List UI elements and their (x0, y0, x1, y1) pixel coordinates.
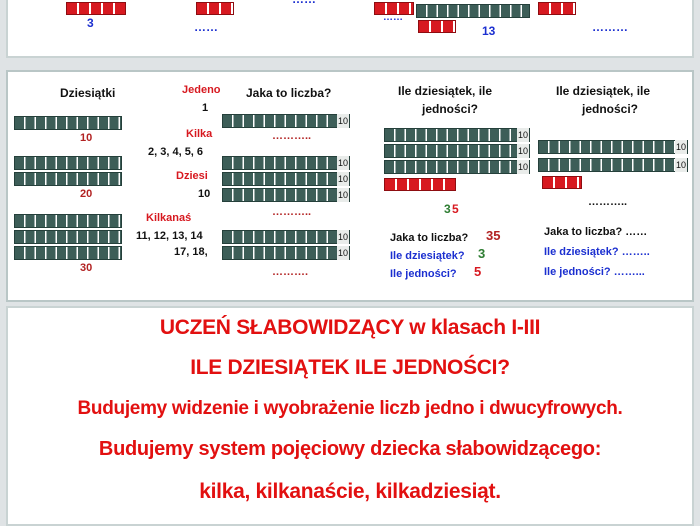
ten-bar (222, 114, 350, 128)
ten-label: 10 (337, 174, 348, 184)
col4-answer-units: 5 (474, 264, 482, 279)
ten-label: 10 (517, 130, 528, 140)
ten-bar (416, 4, 530, 18)
col2-list-kilka: 2, 3, 4, 5, 6 (148, 146, 204, 158)
ten-bar (222, 246, 350, 260)
col5-title-2: jedności? (582, 102, 639, 116)
col4-answer-number: 35 (486, 228, 501, 243)
footer-line-2: ILE DZIESIĄTEK ILE JEDNOŚCI? (190, 356, 510, 379)
top-number-13: 13 (482, 24, 496, 38)
middle-panel (6, 70, 694, 302)
footer-line-3: Budujemy widzenie i wyobrażenie liczb jedno i dwucyfrowych. (77, 398, 623, 419)
ten-label: 10 (337, 190, 348, 200)
red-unit-blocks (418, 20, 456, 33)
ten-bar (538, 140, 688, 154)
bottom-panel (6, 306, 694, 526)
ten-label: 10 (337, 116, 348, 126)
col3-title: Jaka to liczba? (246, 86, 332, 100)
ten-label: 10 (675, 160, 686, 170)
top-dots-mid (292, 0, 316, 6)
col2-heading-kilkanascie: Kilkanaś (146, 212, 192, 224)
col2-number-1: 1 (202, 102, 209, 114)
col2-clip (130, 72, 222, 302)
ten-bar (14, 172, 122, 186)
col5-title-1: Ile dziesiątek, ile (556, 84, 651, 98)
col5 (538, 72, 694, 302)
top-dots-2: …… (383, 12, 403, 23)
col1-value-20: 20 (80, 188, 93, 200)
col4-question-number: Jaka to liczba? (390, 232, 469, 244)
red-unit-blocks (196, 2, 234, 15)
top-panel (6, 0, 694, 58)
footer-line-1: UCZEŃ SŁABOWIDZĄCY w klasach I-III (159, 316, 541, 339)
col2-list-kilkanascie-2: 17, 18, (174, 246, 208, 258)
ten-bar (222, 230, 350, 244)
ten-bar (14, 230, 122, 244)
red-unit-blocks (66, 2, 126, 15)
col4-answer-tens: 3 (478, 246, 486, 261)
col2-heading-dziesiec: Dziesi (176, 170, 208, 182)
ten-label: 10 (517, 146, 528, 156)
col2-heading-kilka: Kilka (186, 128, 213, 140)
red-unit-blocks (542, 176, 582, 189)
red-unit-blocks (538, 2, 576, 15)
ten-bar (384, 128, 530, 142)
ten-bar (14, 246, 122, 260)
col5-dots: ……….. (588, 196, 628, 208)
ten-bar (14, 116, 122, 130)
col2-number-10: 10 (198, 188, 211, 200)
top-dots-1: …… (194, 20, 218, 34)
col4-title-1: Ile dziesiątek, ile (398, 84, 493, 98)
col5-question-tens: Ile dziesiątek? …….. (544, 246, 650, 258)
col1-value-30: 30 (80, 262, 93, 274)
col3-dots-3: ………. (272, 266, 309, 278)
col4-num-tens: 3 (444, 202, 451, 216)
col2-heading-jednosci: Jedeno (182, 84, 221, 96)
col1-title: Dziesiątki (60, 86, 116, 100)
col5-question-units: Ile jedności? ……... (544, 266, 645, 278)
ten-bar (14, 156, 122, 170)
ten-label: 10 (337, 232, 348, 242)
ten-label: 10 (337, 158, 348, 168)
col3-dots-2: ……….. (272, 206, 312, 218)
col3-dots-1: ……….. (272, 130, 312, 142)
col1-value-10: 10 (80, 132, 93, 144)
footer-line-4: Budujemy system pojęciowy dziecka słabowidzącego: (98, 438, 602, 460)
ten-label: 10 (675, 142, 686, 152)
ten-bar (384, 144, 530, 158)
ten-bar (14, 214, 122, 228)
ten-label: 10 (517, 162, 528, 172)
top-number-3: 3 (87, 16, 94, 30)
ten-bar (222, 156, 350, 170)
col5-question-number: Jaka to liczba? …… (544, 226, 648, 238)
ten-label: 10 (337, 248, 348, 258)
ten-bar (384, 160, 530, 174)
col4-question-units: Ile jedności? (390, 268, 457, 280)
col4 (380, 72, 534, 302)
col4-question-tens: Ile dziesiątek? (390, 250, 465, 262)
col4-num-units: 5 (452, 202, 459, 216)
footer-line-5: kilka, kilkanaście, kilkadziesiąt. (199, 480, 501, 503)
ten-bar (538, 158, 688, 172)
top-dots-3: ……… (592, 20, 628, 34)
ten-bar (222, 172, 350, 186)
col2-list-kilkanascie: 11, 12, 13, 14 (136, 230, 203, 242)
col3 (222, 72, 372, 302)
col4-title-2: jedności? (422, 102, 479, 116)
red-unit-blocks (384, 178, 456, 191)
ten-bar (222, 188, 350, 202)
